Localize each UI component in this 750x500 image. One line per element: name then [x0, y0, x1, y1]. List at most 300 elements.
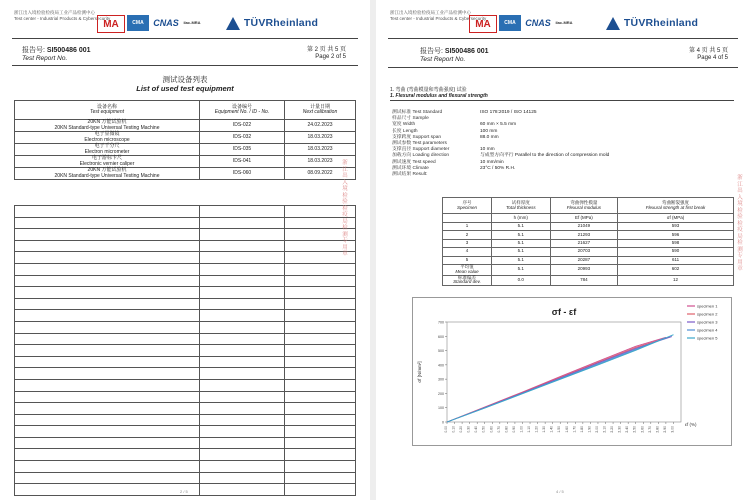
mean-h: 5.1: [492, 264, 551, 275]
result-e: 20287: [550, 256, 618, 264]
header-cn: 弯曲断裂强度: [662, 199, 690, 205]
x-tick-label: 1.30: [542, 426, 547, 433]
name-en: Electron micrometer: [84, 148, 130, 155]
name-cn: 电子显微镜: [94, 131, 120, 137]
empty-row: [15, 252, 356, 264]
empty-cell: [15, 217, 200, 229]
header-en: Total thickness: [505, 204, 536, 210]
equipment-name: [15, 168, 200, 180]
name-cn: 电子千分尺: [94, 143, 120, 149]
mean-en: Mean value: [455, 268, 479, 274]
x-axis-label: εf (%): [685, 422, 697, 427]
empty-cell: [285, 414, 356, 426]
empty-cell: [15, 391, 200, 403]
equipment-name: [15, 132, 200, 144]
chart-svg: [413, 298, 731, 445]
result-h: 5.1: [492, 256, 551, 264]
equipment-id: IDS-035: [200, 144, 285, 156]
results-unit-row: [443, 214, 734, 223]
empty-cell: [200, 437, 285, 449]
x-tick-label: 0.70: [496, 426, 501, 433]
header-calibration: [285, 101, 356, 120]
std-cn: 标准偏差: [458, 274, 476, 280]
param-key: 支撑直径 Support diameter: [392, 147, 450, 153]
empty-cell: [285, 275, 356, 287]
empty-cell: [15, 379, 200, 391]
x-tick-label: 2.80: [655, 426, 660, 433]
equipment-name: [15, 156, 200, 168]
empty-cell: [15, 310, 200, 322]
x-tick-label: 2.30: [617, 426, 622, 433]
x-tick-label: 2.00: [594, 426, 599, 433]
legend-label: specimen 1: [697, 303, 718, 309]
page-footer: 2 / 5: [180, 489, 188, 494]
x-tick-label: 2.90: [662, 426, 667, 433]
x-tick-label: 0.50: [481, 426, 486, 433]
result-e: 21293: [550, 231, 618, 239]
equipment-id: IDS-060: [200, 168, 285, 180]
page-number-cn: 第 2 页 共 5 页: [306, 47, 346, 53]
table-row: [15, 156, 356, 168]
empty-cell: [285, 461, 356, 473]
report-page-results: [376, 0, 750, 500]
header-cn: 弯曲弹性模量: [570, 199, 598, 205]
header-cn: 计量日期: [309, 103, 330, 110]
empty-cell: [285, 379, 356, 391]
y-axis-label: σf [N/mm²]: [417, 361, 422, 383]
x-tick-label: 0.30: [466, 426, 471, 433]
empty-cell: [200, 298, 285, 310]
x-tick-label: 2.50: [632, 426, 637, 433]
equipment-name: [15, 120, 200, 132]
empty-cell: [15, 275, 200, 287]
page-number: [689, 48, 728, 62]
x-tick-label: 3.00: [670, 426, 675, 433]
empty-cell: [285, 368, 356, 380]
y-tick-label: 100: [438, 406, 444, 411]
page-title: [0, 75, 370, 93]
empty-cell: [200, 403, 285, 415]
empty-cell: [285, 287, 356, 299]
cnas-logo: CNAS: [153, 18, 179, 28]
x-tick-label: 0.10: [451, 426, 456, 433]
result-s: 590: [618, 248, 734, 256]
empty-cell: [15, 403, 200, 415]
result-spec: 4: [443, 248, 492, 256]
empty-cell: [285, 310, 356, 322]
empty-cell: [285, 403, 356, 415]
x-tick-label: 1.40: [549, 426, 554, 433]
name-en: 20KN Standard-type Universal Testing Machine: [54, 124, 160, 131]
name-cn: 电子游标卡尺: [91, 155, 122, 161]
table-row: [15, 144, 356, 156]
header-en: Test equipment: [89, 109, 124, 115]
param-row: [392, 172, 732, 178]
result-h: 5.1: [492, 239, 551, 247]
empty-cell: [200, 275, 285, 287]
table-row: [443, 231, 734, 239]
std-en: Standard dev.: [453, 279, 481, 285]
empty-row: [15, 206, 356, 218]
param-key: 测试参数 Test parameters: [392, 141, 447, 147]
legend-label: specimen 3: [697, 319, 718, 325]
equipment-id: IDS-032: [200, 132, 285, 144]
empty-row: [15, 449, 356, 461]
table-row: [443, 248, 734, 256]
subheader-rule: [12, 65, 358, 66]
result-e: 21049: [550, 223, 618, 231]
tuv-logo-text: TÜVRheinland: [243, 17, 319, 29]
title-cn: 测试设备列表: [162, 75, 208, 84]
y-tick-label: 400: [438, 363, 444, 368]
y-tick-label: 500: [438, 349, 444, 354]
header-strength: [618, 198, 734, 214]
y-tick-label: 600: [438, 334, 444, 339]
x-tick-label: 1.00: [519, 426, 524, 433]
x-tick-label: 0.40: [474, 426, 479, 433]
param-value: ISO 178:2019 / ISO 14125: [480, 110, 537, 115]
y-tick-label: 700: [438, 320, 444, 325]
x-tick-label: 1.10: [527, 426, 532, 433]
empty-cell: [200, 472, 285, 484]
empty-row: [15, 298, 356, 310]
empty-cell: [15, 472, 200, 484]
x-tick-label: 0.90: [511, 426, 516, 433]
page-number-cn: 第 4 页 共 5 页: [688, 48, 728, 54]
legend-label: specimen 5: [697, 335, 718, 341]
section-heading: [390, 87, 488, 99]
empty-cell: [285, 333, 356, 345]
result-spec: 1: [443, 223, 492, 231]
param-value: 88.0 mm: [480, 134, 499, 140]
calibration-date: 18.03.2023: [285, 156, 356, 168]
empty-cell: [15, 437, 200, 449]
calibration-date: 24.02.2023: [285, 120, 356, 132]
unit-cell: σf (MPa): [618, 214, 734, 223]
mean-label: [443, 264, 492, 275]
page-number-en: Page 4 of 5: [697, 55, 728, 61]
empty-cell: [200, 333, 285, 345]
report-label-cn: 报告号:: [420, 48, 443, 55]
table-row: [443, 256, 734, 264]
official-stamp: 浙江出入境检验检疫局检测专用章: [342, 160, 348, 257]
param-key: 支撑跨度 Support span: [392, 134, 442, 140]
cma-logo: CMA: [127, 15, 149, 31]
report-page-equipment: [0, 0, 370, 500]
x-tick-label: 0.80: [504, 426, 509, 433]
x-tick-label: 1.60: [564, 426, 569, 433]
unit-cell: [443, 214, 492, 223]
table-header-row: [15, 101, 356, 120]
table-row: [443, 223, 734, 231]
param-value: 60 mm × 5.5 mm: [480, 122, 517, 128]
header-modulus: [550, 198, 618, 214]
empty-row: [15, 275, 356, 287]
x-tick-label: 2.70: [647, 426, 652, 433]
empty-cell: [15, 229, 200, 241]
std-row: [443, 275, 734, 286]
empty-row: [15, 263, 356, 275]
section-en: 1. Flexural modulus and flexural strength: [390, 93, 488, 99]
empty-cell: [15, 368, 200, 380]
empty-cell: [200, 240, 285, 252]
mean-s: 602: [618, 264, 734, 275]
param-value: 与成型方向平行 Parallel to the direction of compression mold: [480, 153, 610, 159]
empty-row: [15, 403, 356, 415]
results-header-row: [443, 198, 734, 214]
empty-row: [15, 287, 356, 299]
chart-title: σf - εf: [551, 307, 577, 317]
empty-cell: [15, 263, 200, 275]
result-spec: 5: [443, 256, 492, 264]
result-e: 20703: [550, 248, 618, 256]
report-label-cn: 报告号:: [22, 47, 45, 54]
empty-cell: [15, 240, 200, 252]
name-en: 20KN Standard-type Universal Testing Machine: [54, 172, 160, 179]
header-en: Next calibration: [302, 109, 338, 115]
x-tick-label: 0.20: [459, 426, 464, 433]
empty-cell: [200, 461, 285, 473]
result-s: 593: [618, 223, 734, 231]
empty-cell: [285, 472, 356, 484]
param-key: 样品尺寸 Sample: [392, 116, 429, 122]
empty-row: [15, 345, 356, 357]
result-s: 611: [618, 256, 734, 264]
equipment-id: IDS-022: [200, 120, 285, 132]
title-en: List of used test equipment: [136, 84, 234, 93]
name-cn: 20KN 万能试验机: [87, 119, 127, 125]
empty-row: [15, 426, 356, 438]
page-number: [307, 47, 346, 61]
x-tick-label: 0.00: [444, 426, 448, 433]
subheader-rule: [388, 67, 738, 68]
empty-row: [15, 321, 356, 333]
empty-cell: [200, 310, 285, 322]
param-key: 长度 Length: [392, 128, 418, 134]
name-en: Electron microscope: [84, 136, 130, 143]
report-label-en: Test Report No.: [420, 55, 466, 63]
tuv-logo: [208, 15, 336, 31]
param-value: [480, 172, 732, 178]
ilac-logo: ilac-MRA: [183, 19, 201, 25]
header-cn: 设备编号: [231, 103, 252, 110]
ma-logo: MA: [469, 15, 497, 33]
empty-row: [15, 368, 356, 380]
table-row: [15, 120, 356, 132]
section-cn: 1. 弯曲 (弯曲模量和弯曲强度) 试验: [390, 87, 467, 93]
empty-cell: [15, 298, 200, 310]
empty-cell: [15, 449, 200, 461]
empty-cell: [15, 426, 200, 438]
param-key: 加载方向 Loading direction: [392, 153, 450, 159]
result-spec: 2: [443, 231, 492, 239]
unit-cell: Ef (MPa): [550, 214, 618, 223]
y-tick-label: 0: [442, 420, 444, 425]
empty-cell: [285, 321, 356, 333]
empty-cell: [15, 414, 200, 426]
page-footer: 4 / 5: [556, 489, 564, 494]
result-h: 5.1: [492, 248, 551, 256]
empty-cell: [200, 206, 285, 218]
page-number-en: Page 2 of 5: [315, 54, 346, 60]
empty-cell: [285, 391, 356, 403]
page-header: [376, 6, 750, 36]
tuv-logo: [582, 15, 722, 31]
test-parameters: [392, 110, 732, 178]
section-rule: [390, 100, 734, 101]
empty-cell: [15, 345, 200, 357]
std-s: 12: [618, 275, 734, 286]
results-body: [443, 223, 734, 265]
result-s: 596: [618, 231, 734, 239]
std-h: 0.0: [492, 275, 551, 286]
empty-cell: [200, 345, 285, 357]
empty-cell: [200, 229, 285, 241]
x-tick-label: 2.40: [625, 426, 630, 433]
issuer-text: [14, 10, 110, 21]
plot-area: [447, 322, 681, 422]
param-value: 10 mm/min: [480, 159, 504, 165]
name-en: Electronic vernier caliper: [79, 160, 135, 167]
header-en: Specimen: [456, 204, 477, 210]
empty-cell: [200, 217, 285, 229]
table-row: [15, 132, 356, 144]
empty-row: [15, 472, 356, 484]
table-row: [443, 239, 734, 247]
empty-cell: [200, 263, 285, 275]
header-en: Flexural strength at first break: [645, 204, 706, 210]
result-s: 598: [618, 239, 734, 247]
header-thickness: [492, 198, 551, 214]
empty-cell: [285, 298, 356, 310]
header-cn: 设备名称: [96, 103, 117, 110]
empty-cell: [15, 484, 200, 496]
report-no-value: SI500486 001: [46, 47, 91, 54]
header-equipment: [15, 101, 200, 120]
equipment-id: IDS-041: [200, 156, 285, 168]
unit-cell: h (mm): [492, 214, 551, 223]
calibration-date: 18.03.2023: [285, 132, 356, 144]
equipment-name: [15, 144, 200, 156]
result-spec: 3: [443, 239, 492, 247]
empty-row: [15, 391, 356, 403]
result-h: 5.1: [492, 231, 551, 239]
issuer-line-cn: 浙江出入境检验检疫局工业产品检测中心: [390, 10, 471, 15]
equipment-table: [14, 100, 356, 180]
empty-cell: [15, 287, 200, 299]
empty-cell: [200, 379, 285, 391]
empty-cell: [285, 437, 356, 449]
empty-cell: [200, 414, 285, 426]
report-label-en: Test Report No.: [22, 54, 68, 62]
empty-cell: [200, 484, 285, 496]
table-row: [15, 168, 356, 180]
empty-cell: [200, 356, 285, 368]
report-number: [22, 47, 91, 62]
empty-row: [15, 414, 356, 426]
x-tick-label: 2.60: [640, 426, 645, 433]
param-key: 测试速度 Test speed: [392, 159, 436, 165]
page-header: [0, 6, 370, 36]
x-tick-label: 1.80: [579, 426, 584, 433]
y-tick-label: 200: [438, 391, 444, 396]
tuv-triangle-icon: [606, 17, 620, 30]
empty-row: [15, 310, 356, 322]
empty-cell: [15, 461, 200, 473]
param-key: 测试结果 Result:: [392, 172, 428, 178]
report-no-value: SI500486 001: [444, 48, 489, 55]
equipment-table-empty-rows: [14, 205, 356, 496]
empty-cell: [200, 426, 285, 438]
cma-logo: CMA: [499, 15, 521, 31]
empty-cell: [200, 391, 285, 403]
param-value: 10 mm: [480, 147, 495, 153]
legend-label: specimen 4: [697, 327, 718, 333]
empty-row: [15, 461, 356, 473]
tuv-logo-text: TÜVRheinland: [623, 17, 699, 29]
calibration-date: 08.09.2022: [285, 168, 356, 180]
empty-row: [15, 229, 356, 241]
empty-cell: [200, 252, 285, 264]
mean-e: 20993: [550, 264, 618, 275]
x-tick-label: 1.90: [587, 426, 592, 433]
issuer-line-en: Test center - Industrial Products & Cybersecurity: [14, 15, 111, 21]
ilac-logo: ilac-MRA: [555, 19, 573, 25]
header-rule: [388, 38, 738, 39]
x-tick-label: 1.50: [557, 426, 562, 433]
empty-cell: [200, 287, 285, 299]
param-key: 测试标准 Test Standard: [392, 110, 443, 115]
param-value: 100 mm: [480, 128, 498, 134]
empty-cell: [285, 356, 356, 368]
x-tick-label: 2.20: [610, 426, 615, 433]
issuer-line-en: Test center - Industrial Products & Cybersecurity: [390, 15, 487, 21]
result-h: 5.1: [492, 223, 551, 231]
empty-row: [15, 240, 356, 252]
param-value: 23°C / 50% R.H.: [480, 165, 516, 171]
x-tick-label: 0.60: [489, 426, 494, 433]
std-label: [443, 275, 492, 286]
calibration-date: 18.03.2023: [285, 144, 356, 156]
result-e: 21627: [550, 239, 618, 247]
y-tick-label: 300: [438, 377, 444, 382]
ma-logo: MA: [97, 15, 125, 33]
legend-label: specimen 2: [697, 311, 718, 317]
x-tick-label: 1.70: [572, 426, 577, 433]
header-en: Flexural modulus: [566, 204, 601, 210]
report-number: [420, 48, 489, 63]
mean-row: [443, 264, 734, 275]
empty-cell: [200, 321, 285, 333]
x-tick-label: 2.10: [602, 426, 607, 433]
param-key: 宽度 Width: [392, 122, 416, 128]
header-rule: [12, 38, 358, 39]
param-key: 测试环境 Climate: [392, 165, 429, 171]
header-cn: 序号: [462, 199, 472, 205]
empty-cell: [15, 252, 200, 264]
empty-row: [15, 217, 356, 229]
issuer-line-cn: 浙江出入境检验检疫局工业产品检测中心: [14, 10, 95, 15]
official-stamp: 浙江出入境检验检疫局检测专用章: [737, 175, 743, 272]
empty-cell: [285, 484, 356, 496]
x-tick-label: 1.20: [534, 426, 539, 433]
empty-cell: [200, 368, 285, 380]
header-specimen: [443, 198, 492, 214]
stress-strain-chart: [412, 297, 732, 446]
cnas-logo: CNAS: [525, 18, 551, 28]
empty-cell: [285, 263, 356, 275]
empty-cell: [15, 333, 200, 345]
